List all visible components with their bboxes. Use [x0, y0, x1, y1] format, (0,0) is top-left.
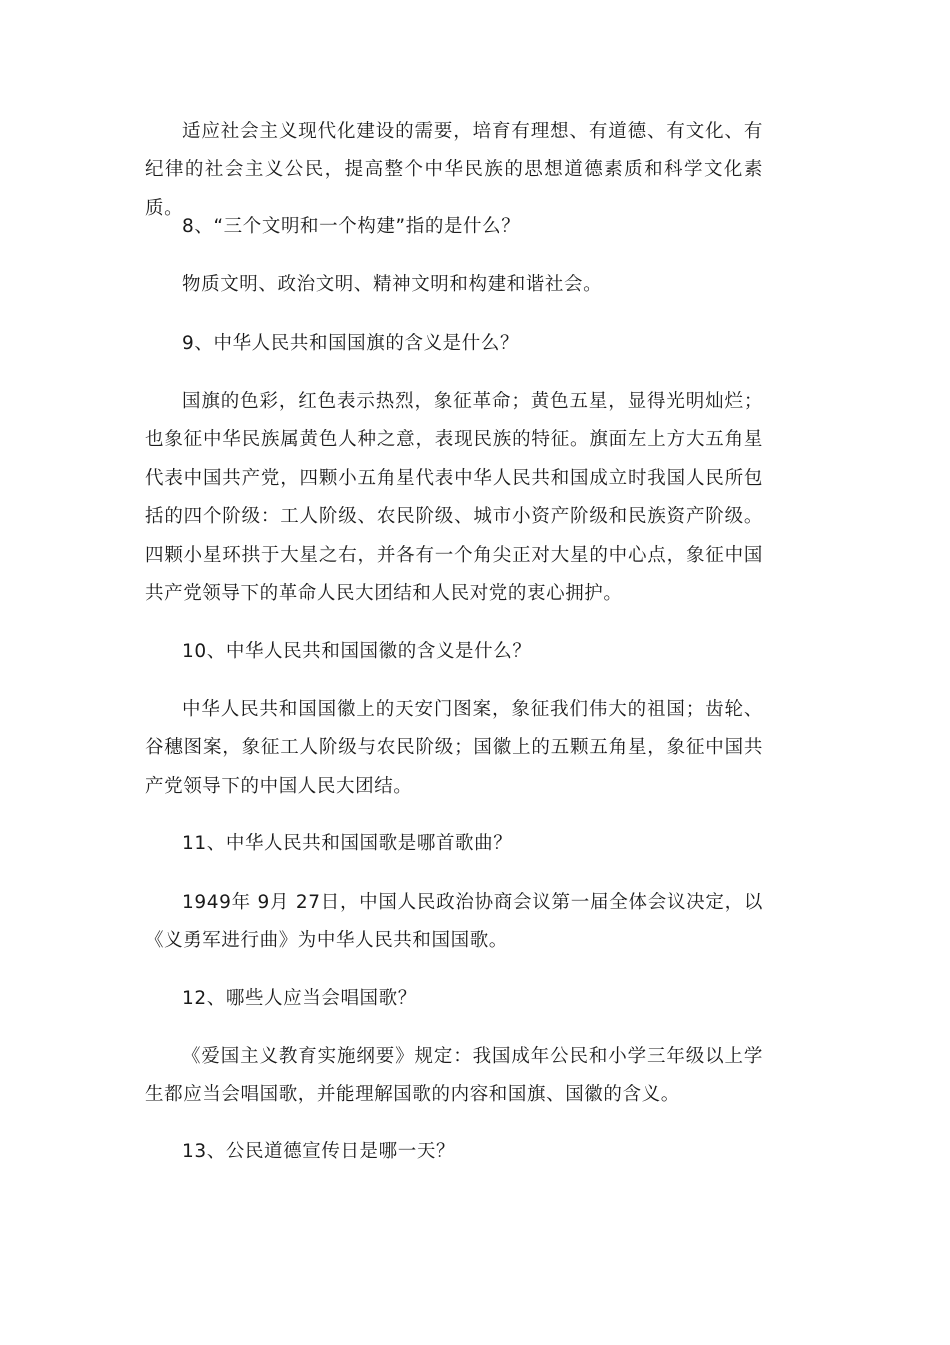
- question-10: 10、中华人民共和国国徽的含义是什么？: [182, 641, 532, 662]
- question-13: 13、公民道德宣传日是哪一天？: [182, 1141, 456, 1162]
- question-8: 8、“三个文明和一个构建”指的是什么？: [182, 216, 521, 237]
- answer-paragraph-8: 物质文明、政治文明、精神文明和构建和谐社会。: [182, 274, 603, 295]
- question-12: 12、哪些人应当会唱国歌？: [182, 988, 417, 1009]
- answer-paragraph-11: 1949年 9月 27日，中国人民政治协商会议第一届全体会议决定，以《义勇军进行曲》为中华人民共和国国歌。: [145, 892, 763, 952]
- answer-paragraph-10: 中华人民共和国国徽上的天安门图案，象征我们伟大的祖国；齿轮、谷穗图案，象征工人阶级与农民阶级；国徽上的五颗五角星，象征中国共产党领导下的中国人民大团结。: [145, 699, 763, 797]
- question-9: 9、中华人民共和国国旗的含义是什么？: [182, 333, 520, 354]
- answer-paragraph-7: 适应社会主义现代化建设的需要，培育有理想、有道德、有文化、有纪律的社会主义公民，提高整个中华民族的思想道德素质和科学文化素质。: [145, 121, 763, 219]
- answer-paragraph-9: 国旗的色彩，红色表示热烈，象征革命；黄色五星，显得光明灿烂；也象征中华民族属黄色人种之意，表现民族的特征。旗面左上方大五角星代表中国共产党，四颗小五角星代表中华人民共和国成立时我国人民所包括的四个阶级：工人阶级、农民阶级、城市小资产阶级和民族资产阶级。四颗小星环拱于大星之右，并各有一个角尖正对大星的中心点，象征中国共产党领导下的革命人民大团结和人民对党的衷心拥护。: [145, 391, 763, 605]
- answer-paragraph-12: 《爱国主义教育实施纲要》规定：我国成年公民和小学三年级以上学生都应当会唱国歌，并能理解国歌的内容和国旗、国徽的含义。: [145, 1046, 763, 1106]
- question-11: 11、中华人民共和国国歌是哪首歌曲？: [182, 833, 513, 854]
